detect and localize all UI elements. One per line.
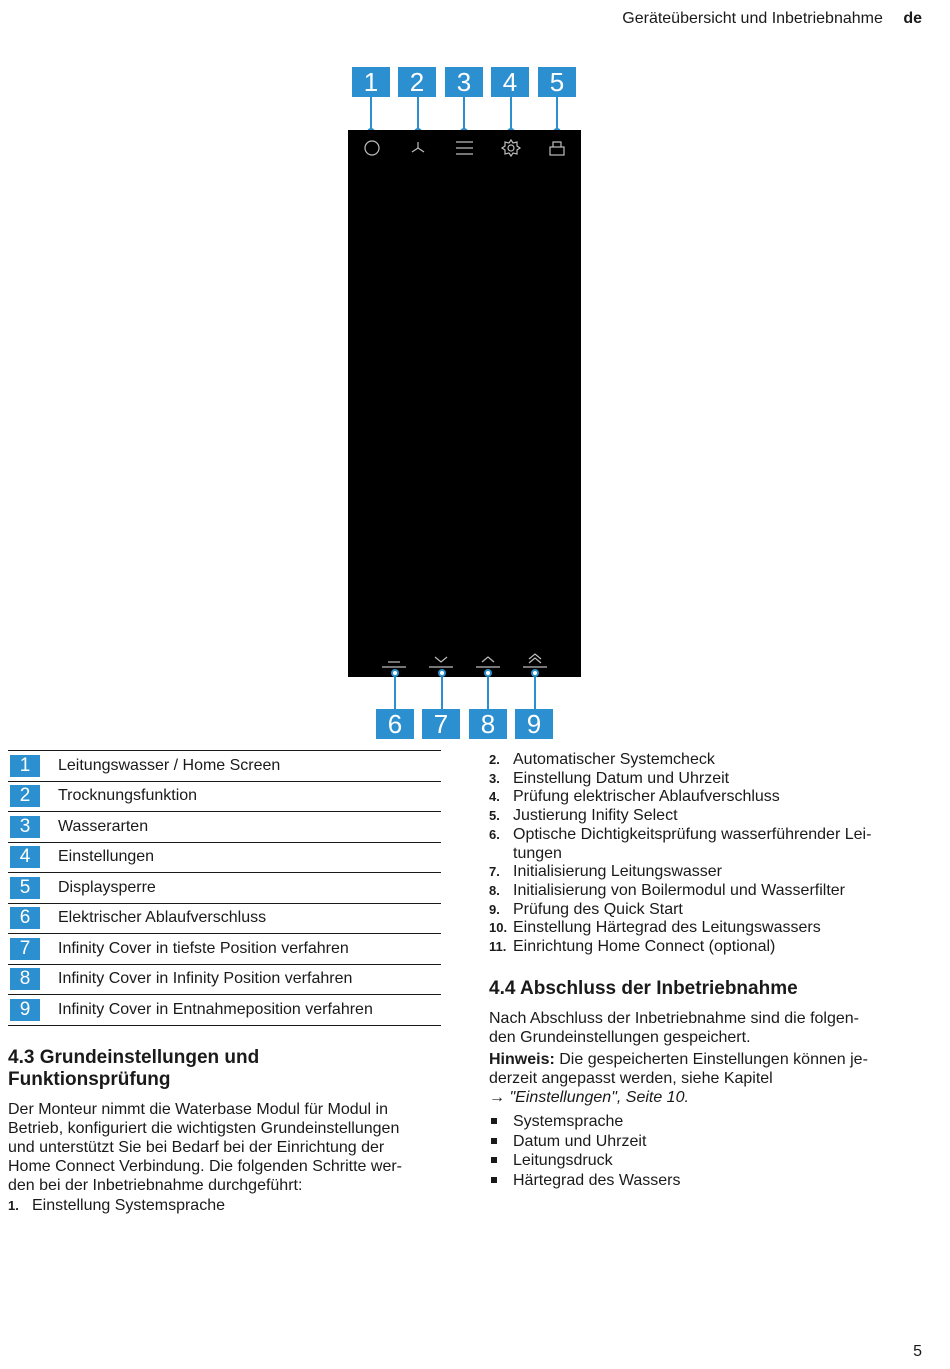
legend-text: Infinity Cover in tiefste Position verfahren (58, 934, 441, 965)
step-text: Einrichtung Home Connect (optional) (513, 938, 776, 956)
settings-gear-icon[interactable] (502, 140, 520, 156)
callout-badge-2: 2 (398, 67, 436, 97)
note-text: derzeit angepasst werden, siehe Kapitel (489, 1070, 773, 1087)
step-text: Initialisierung von Boilermodul und Wasserfilter (513, 881, 845, 899)
step-number: 3. (489, 770, 500, 786)
step-text: Einstellung Härtegrad des Leitungswassers (513, 919, 821, 937)
callout-dot-9 (531, 669, 539, 677)
legend-text: Infinity Cover in Entnahmeposition verfahren (58, 995, 441, 1026)
bullet-square-icon (491, 1118, 497, 1124)
section-4-4-heading: 4.4 Abschluss der Inbetriebnahme (489, 978, 798, 999)
step-text: tungen (513, 844, 562, 862)
callout-badge-3: 3 (445, 67, 483, 97)
page-number: 5 (913, 1343, 922, 1360)
step-text: Einstellung Datum und Uhrzeit (513, 769, 730, 787)
legend-text: Wasserarten (58, 812, 441, 843)
step-item (489, 882, 919, 901)
callout-line-5 (556, 97, 558, 131)
step-number: 9. (489, 901, 500, 917)
bullet-square-icon (491, 1177, 497, 1183)
list-item-text: Datum und Uhrzeit (513, 1132, 647, 1150)
callout-badge-9: 9 (515, 709, 553, 739)
step-number: 11. (489, 939, 507, 955)
legend-number: 5 (10, 877, 40, 899)
legend-row (8, 934, 441, 965)
callout-badge-1: 1 (352, 67, 390, 97)
step-item (489, 919, 919, 938)
step-text: Justierung Inifity Select (513, 807, 678, 825)
page-header (622, 10, 922, 28)
step-item (489, 788, 919, 807)
note-block (489, 1050, 868, 1107)
step-text: Automatischer Systemcheck (513, 751, 715, 768)
legend-number: 9 (10, 999, 40, 1021)
legend-number: 7 (10, 938, 40, 960)
legend-text: Displaysperre (58, 873, 441, 904)
steps-list-left (8, 1197, 438, 1216)
step-number: 5. (489, 808, 500, 824)
legend-row (8, 781, 441, 812)
legend-number: 1 (10, 755, 40, 777)
step-text: Initialisierung Leitungswasser (513, 863, 722, 881)
cross-reference-link[interactable] (489, 1088, 868, 1107)
legend-table (8, 750, 441, 1026)
control-panel (348, 130, 581, 677)
legend-number: 4 (10, 846, 40, 868)
legend-row (8, 964, 441, 995)
cover-double-up-icon[interactable] (523, 654, 547, 667)
callout-line-8 (487, 677, 489, 710)
callout-dot-7 (438, 669, 446, 677)
paragraph-line: Betrieb, konfiguriert die wichtigsten Grundeinstellungen (8, 1120, 400, 1137)
step-number: 6. (489, 826, 500, 842)
display-lock-icon[interactable] (550, 142, 564, 155)
heading-line: Funktionsprüfung (8, 1069, 171, 1090)
list-item-text: Systemsprache (513, 1113, 624, 1130)
legend-text: Trocknungsfunktion (58, 781, 441, 812)
list-item (489, 1132, 680, 1152)
list-item-text: Härtegrad des Wassers (513, 1171, 681, 1189)
step-item (8, 1197, 438, 1216)
callout-line-2 (417, 97, 419, 131)
paragraph-line: und unterstützt Sie bei Bedarf bei der Einrichtung der (8, 1139, 385, 1156)
language-code: de (903, 10, 922, 27)
legend-number: 6 (10, 907, 40, 929)
paragraph-line: Home Connect Verbindung. Die folgenden Schritte wer- (8, 1158, 402, 1175)
legend-number: 2 (10, 785, 40, 807)
step-text: Prüfung elektrischer Ablaufverschluss (513, 788, 780, 806)
paragraph-line: den Grundeinstellungen gespeichert. (489, 1029, 751, 1046)
cover-up-icon[interactable] (476, 657, 500, 667)
step-item (489, 807, 919, 826)
drying-fan-icon[interactable] (412, 142, 424, 152)
callout-line-7 (441, 677, 443, 710)
step-item (489, 938, 919, 957)
paragraph-line: Nach Abschluss der Inbetriebnahme sind die folgen- (489, 1010, 859, 1027)
legend-text: Einstellungen (58, 842, 441, 873)
paragraph-line: den bei der Inbetriebnahme durchgeführt: (8, 1177, 303, 1194)
callout-line-9 (534, 677, 536, 710)
step-item (489, 901, 919, 920)
saved-settings-list (489, 1112, 680, 1190)
step-number: 2. (489, 752, 500, 767)
section-4-4-paragraph (489, 1009, 859, 1047)
cover-down-icon[interactable] (429, 657, 453, 667)
list-item-text: Leitungsdruck (513, 1152, 613, 1169)
list-item (489, 1112, 680, 1132)
callout-line-3 (463, 97, 465, 131)
section-4-3-heading (8, 1047, 259, 1091)
callout-line-1 (370, 97, 372, 131)
heading-line: 4.3 Grundeinstellungen und (8, 1047, 260, 1068)
callout-badge-4: 4 (491, 67, 529, 97)
legend-row (8, 751, 441, 782)
callout-badge-8: 8 (469, 709, 507, 739)
callout-line-4 (510, 97, 512, 131)
legend-text: Elektrischer Ablaufverschluss (58, 903, 441, 934)
step-text: Einstellung Systemsprache (32, 1197, 225, 1214)
legend-row (8, 995, 441, 1026)
note-text: Die gespeicherten Einstellungen können je- (554, 1051, 868, 1068)
callout-dot-8 (484, 669, 492, 677)
list-item (489, 1171, 680, 1191)
steps-list-right (489, 751, 919, 957)
callout-line-6 (394, 677, 396, 710)
bullet-square-icon (491, 1157, 497, 1163)
step-item (489, 863, 919, 882)
note-label: Hinweis: (489, 1051, 555, 1068)
step-item (489, 751, 919, 770)
legend-row (8, 812, 441, 843)
step-number: 10. (489, 920, 508, 936)
home-circle-icon[interactable] (365, 141, 379, 155)
legend-number: 8 (10, 968, 40, 990)
step-item (489, 770, 919, 789)
drain-minus-icon[interactable] (382, 662, 406, 667)
legend-number: 3 (10, 816, 40, 838)
legend-text: Leitungswasser / Home Screen (58, 751, 441, 782)
paragraph-line: Der Monteur nimmt die Waterbase Modul für Modul in (8, 1101, 388, 1118)
step-number: 7. (489, 864, 500, 880)
step-item (489, 826, 919, 863)
callout-badge-5: 5 (538, 67, 576, 97)
step-number: 8. (489, 882, 500, 898)
callout-badge-6: 6 (376, 709, 414, 739)
callout-badge-7: 7 (422, 709, 460, 739)
arrow-icon: → (489, 1089, 505, 1106)
legend-row (8, 842, 441, 873)
callout-dot-6 (391, 669, 399, 677)
section-title: Geräteübersicht und Inbetriebnahme (622, 10, 883, 27)
legend-row (8, 873, 441, 904)
water-types-menu-icon[interactable] (456, 142, 473, 154)
reference-text: "Einstellungen", Seite 10. (505, 1089, 689, 1106)
step-number: 4. (489, 789, 500, 805)
section-4-3-paragraph (8, 1100, 402, 1195)
step-number: 1. (8, 1198, 19, 1213)
step-text: Prüfung des Quick Start (513, 900, 683, 918)
legend-text: Infinity Cover in Infinity Position verfahren (58, 964, 441, 995)
bullet-square-icon (491, 1138, 497, 1144)
legend-row (8, 903, 441, 934)
list-item (489, 1151, 680, 1171)
step-text: Optische Dichtigkeitsprüfung wasserführender Lei- (513, 825, 872, 843)
